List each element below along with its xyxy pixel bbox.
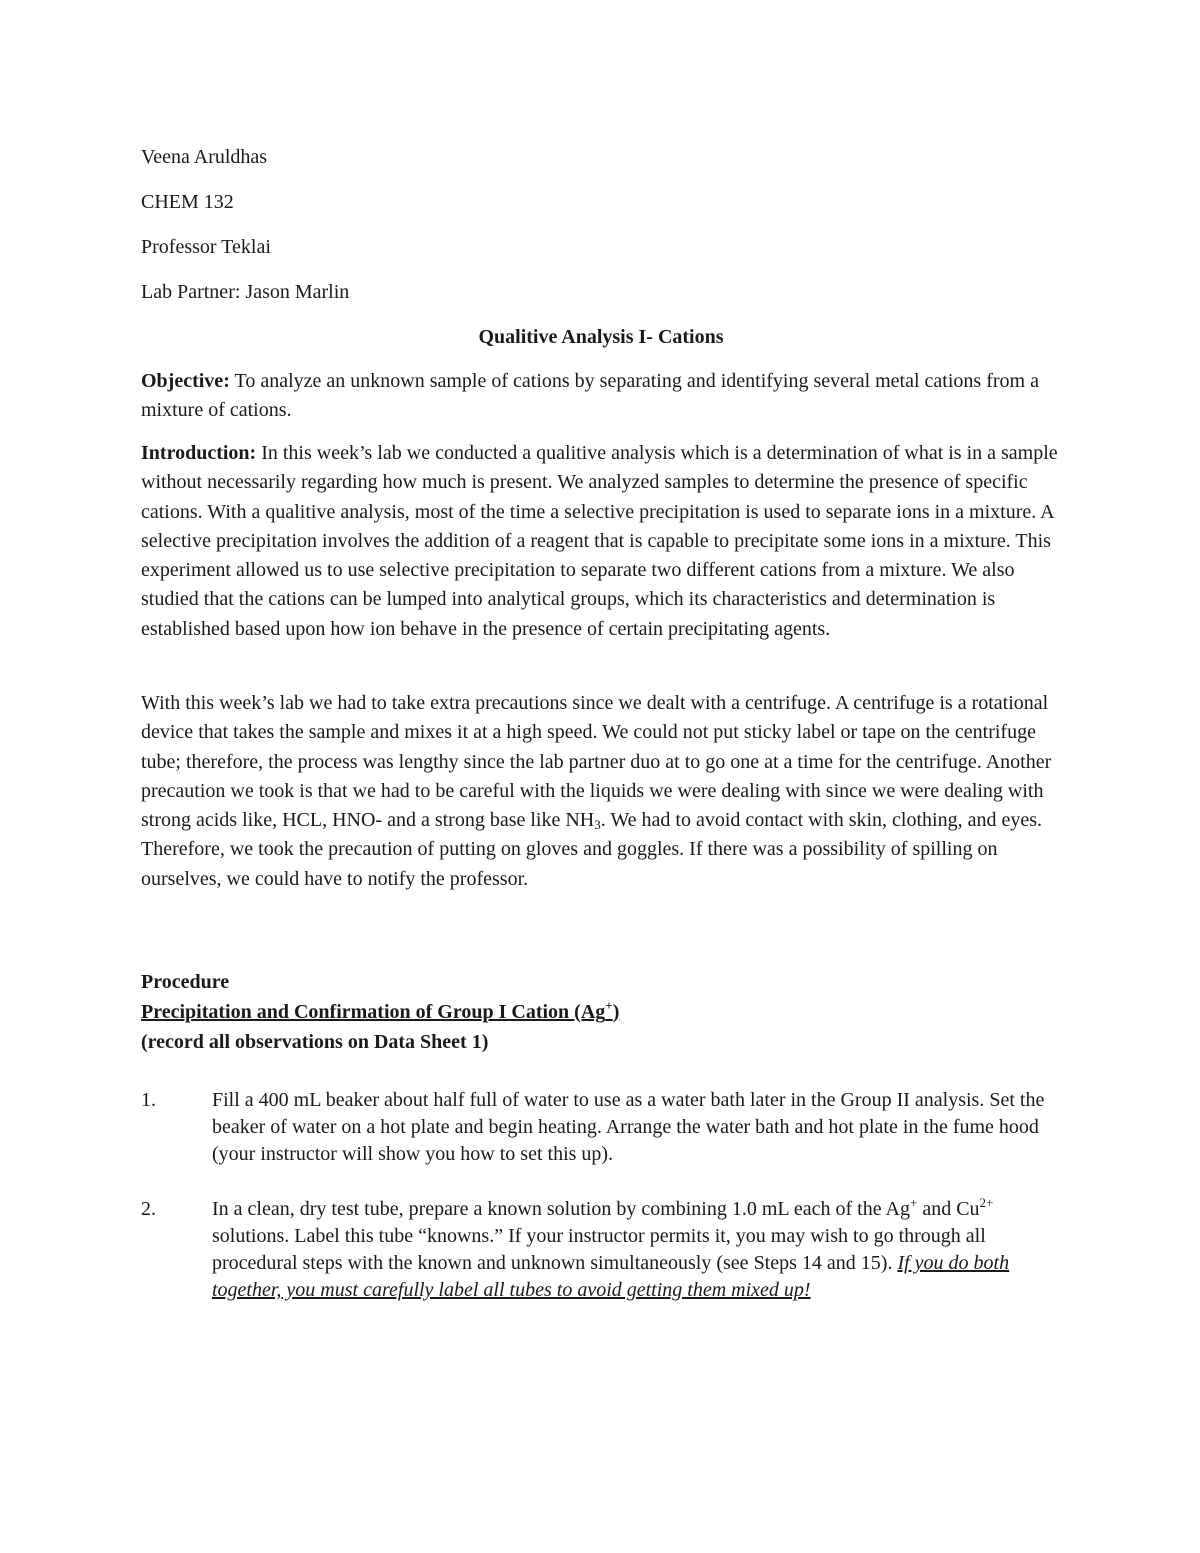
procedure-subheading bbox=[141, 997, 619, 1027]
lab-partner: Lab Partner: Jason Marlin bbox=[141, 281, 350, 303]
step-text: Fill a 400 mL beaker about half full of water to use as a water bath later in the Group II analysis. Set the beaker of water on a hot plate and begin heating. Arrange the water bath and hot plate in the fume hood (your instructor will show you how to set this up). bbox=[212, 1089, 1045, 1165]
step-number: 1. bbox=[141, 1089, 156, 1111]
procedure-note: (record all observations on Data Sheet 1) bbox=[141, 1031, 489, 1053]
ag-plus-superscript: + bbox=[605, 998, 613, 1013]
cu-2plus-superscript: 2+ bbox=[979, 1195, 994, 1210]
step-text-part: In a clean, dry test tube, prepare a known solution by combining 1.0 mL each of the Ag bbox=[212, 1198, 910, 1220]
step-text bbox=[212, 1196, 1061, 1304]
ag-plus-superscript: + bbox=[909, 1195, 918, 1210]
introduction-paragraph bbox=[141, 439, 1061, 644]
student-name: Veena Aruldhas bbox=[141, 146, 268, 168]
step-text-part: solutions. Label this tube “knowns.” If your instructor permits it, you may wish to go through all procedural steps with the known and unknown simultaneously (see Steps 14 and 15). bbox=[212, 1225, 986, 1274]
professor-name: Professor Teklai bbox=[141, 236, 271, 258]
course-code: CHEM 132 bbox=[141, 191, 234, 213]
procedure-subheading-close: ) bbox=[612, 1001, 620, 1023]
precautions-text-after: . We had to avoid contact with skin, clothing, and eyes. Therefore, we took the precaution of putting on gloves and goggles. If there was a possibility of spilling on ourselves, we could have to notify the professor. bbox=[141, 809, 1043, 890]
objective-label: Objective: bbox=[141, 370, 230, 392]
introduction-label: Introduction: bbox=[141, 442, 257, 464]
procedure-heading: Procedure bbox=[141, 971, 230, 993]
warning-emphasis: If you do both together, you must carefully label all tubes to avoid getting them mixed up! bbox=[212, 1252, 1010, 1301]
step-number: 2. bbox=[141, 1198, 156, 1220]
introduction-text: In this week’s lab we conducted a qualitive analysis which is a determination of what is in a sample without necessarily regarding how much is present. We analyzed samples to determine the presence of specific cations. With a qualitive analysis, most of the time a selective precipitation is used to separate ions in a mixture. A selective precipitation involves the addition of a reagent that is capable to precipitate some ions in a mixture. This experiment allowed us to use selective precipitation to separate two different cations from a mixture. We also studied that the cations can be lumped into analytical groups, which its characteristics and determination is established based upon how ion behave in the presence of certain precipitating agents. bbox=[141, 442, 1058, 640]
step-text-part: and Cu bbox=[917, 1198, 980, 1220]
objective-text: To analyze an unknown sample of cations by separating and identifying several metal cations from a mixture of cations. bbox=[141, 370, 1039, 422]
precautions-paragraph bbox=[141, 689, 1061, 894]
objective-paragraph bbox=[141, 367, 1061, 426]
nh3-subscript: 3 bbox=[594, 817, 601, 833]
procedure-subheading-text: Precipitation and Confirmation of Group I Cation (Ag bbox=[141, 1001, 606, 1023]
document-title: Qualitive Analysis I- Cations bbox=[478, 326, 724, 348]
precautions-text-before: With this week’s lab we had to take extra precautions since we dealt with a centrifuge. A centrifuge is a rotational device that takes the sample and mixes it at a high speed. We could not put sticky label or tape on the centrifuge tube; therefore, the process was lengthy since the lab partner duo at to go one at a time for the centrifuge. Another precaution we took is that we had to be careful with the liquids we were dealing with since we were dealing with strong acids like, HCL, HNO- and a strong base like NH bbox=[141, 692, 1052, 832]
